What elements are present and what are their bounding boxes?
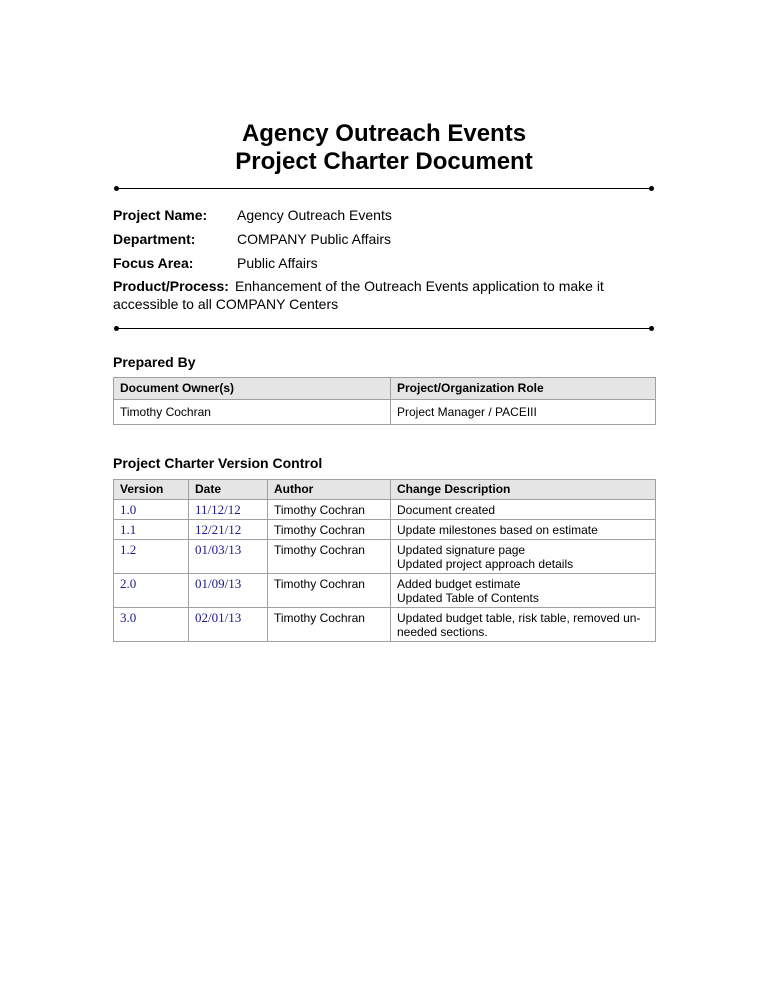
version-cell: 1.0 <box>114 500 189 520</box>
table-row <box>114 500 656 520</box>
field-label: Department: <box>113 231 196 247</box>
version-cell: 3.0 <box>114 608 189 642</box>
description-cell <box>391 574 656 608</box>
role-cell: Project Manager / PACEIII <box>391 400 656 425</box>
field-value: Agency Outreach Events <box>237 207 392 223</box>
date-cell: 12/21/12 <box>189 520 268 540</box>
description-cell <box>391 608 656 642</box>
author-cell: Timothy Cochran <box>268 520 391 540</box>
version-cell: 1.1 <box>114 520 189 540</box>
column-header: Project/Organization Role <box>391 378 656 400</box>
column-header: Change Description <box>391 480 656 500</box>
date-cell: 01/09/13 <box>189 574 268 608</box>
author-cell: Timothy Cochran <box>268 540 391 574</box>
table-row <box>114 540 656 574</box>
version-cell: 2.0 <box>114 574 189 608</box>
version-control-heading: Project Charter Version Control <box>113 455 323 471</box>
date-cell: 02/01/13 <box>189 608 268 642</box>
description-line: Added budget estimate <box>397 577 521 591</box>
department-field <box>113 230 391 248</box>
description-line: Updated budget table, risk table, removed un- <box>397 611 641 625</box>
table-row <box>114 520 656 540</box>
field-value: Public Affairs <box>237 255 318 271</box>
description-line: Updated Table of Contents <box>397 591 539 605</box>
description-cell <box>391 540 656 574</box>
column-header: Version <box>114 480 189 500</box>
description-line: Update milestones based on estimate <box>397 523 598 537</box>
column-header: Author <box>268 480 391 500</box>
description-line: Document created <box>397 503 496 517</box>
description-line: Updated signature page <box>397 543 526 557</box>
field-value: COMPANY Public Affairs <box>237 231 392 247</box>
author-cell: Timothy Cochran <box>268 500 391 520</box>
document-subtitle: Project Charter Document <box>235 148 533 175</box>
owner-cell: Timothy Cochran <box>114 400 391 425</box>
prepared-by-table <box>113 377 656 425</box>
table-row <box>114 574 656 608</box>
date-cell: 11/12/12 <box>189 500 268 520</box>
table-row <box>114 608 656 642</box>
field-label: Focus Area: <box>113 255 194 271</box>
version-cell: 1.2 <box>114 540 189 574</box>
table-header-row <box>114 378 656 400</box>
project-name-field <box>113 206 392 224</box>
table-header-row <box>114 480 656 500</box>
description-line: Updated project approach details <box>397 557 574 571</box>
version-control-table <box>113 479 656 642</box>
table-row <box>114 400 656 425</box>
divider-top <box>116 188 652 189</box>
focus-area-field <box>113 254 318 272</box>
field-label: Product/Process: <box>113 278 229 294</box>
author-cell: Timothy Cochran <box>268 608 391 642</box>
divider-bottom <box>116 328 652 329</box>
description-cell <box>391 520 656 540</box>
column-header: Date <box>189 480 268 500</box>
field-value: Enhancement of the Outreach Events application to make it accessible to all COMPANY Centers <box>113 278 604 312</box>
description-cell <box>391 500 656 520</box>
author-cell: Timothy Cochran <box>268 574 391 608</box>
column-header: Document Owner(s) <box>114 378 391 400</box>
field-label: Project Name: <box>113 207 208 223</box>
prepared-by-heading: Prepared By <box>113 354 196 370</box>
product-process-field <box>113 277 658 313</box>
document-title: Agency Outreach Events <box>241 120 527 147</box>
description-line: needed sections. <box>397 625 488 639</box>
date-cell: 01/03/13 <box>189 540 268 574</box>
